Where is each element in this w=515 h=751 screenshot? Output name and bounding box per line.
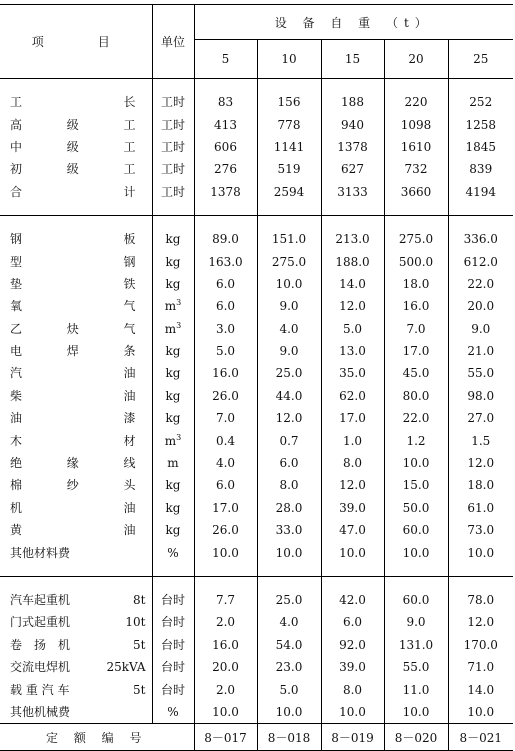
header-weight: 20 xyxy=(384,40,448,79)
row-value: 1378 xyxy=(194,181,257,203)
row-value: 1845 xyxy=(448,136,513,158)
row-value: 73.0 xyxy=(448,519,513,541)
row-value: 78.0 xyxy=(448,589,513,611)
row-value: 5.0 xyxy=(257,678,321,700)
row-unit: kg xyxy=(152,362,194,384)
machine-spec: 8t xyxy=(133,593,146,607)
row-value: 1.5 xyxy=(448,429,513,451)
header-weight: 15 xyxy=(321,40,384,79)
row-value: 55.0 xyxy=(384,656,448,678)
row-value: 220 xyxy=(384,91,448,113)
table-row xyxy=(0,611,513,633)
row-value: 188 xyxy=(321,91,384,113)
table-row xyxy=(0,407,513,429)
machine-label: 门式起重机 xyxy=(10,615,71,630)
row-value: 10.0 xyxy=(257,701,321,724)
row-value: 940 xyxy=(321,113,384,135)
machine-label: 载 重 汽 车 xyxy=(10,682,70,697)
row-unit: 工时 xyxy=(152,136,194,158)
machine-name xyxy=(0,589,152,611)
quota-code: 8－021 xyxy=(448,724,513,751)
row-value: 627 xyxy=(321,158,384,180)
machine-spec: 10t xyxy=(125,615,146,630)
table-row xyxy=(0,181,513,203)
row-value: 1610 xyxy=(384,136,448,158)
row-unit: m xyxy=(152,452,194,474)
row-value: 131.0 xyxy=(384,634,448,656)
row-value: 156 xyxy=(257,91,321,113)
row-value: 11.0 xyxy=(384,678,448,700)
row-value: 275.0 xyxy=(257,250,321,272)
row-value: 16.0 xyxy=(384,295,448,317)
row-unit: 台时 xyxy=(152,656,194,678)
row-value: 22.0 xyxy=(384,407,448,429)
row-name xyxy=(0,228,152,250)
quota-code: 8－020 xyxy=(384,724,448,751)
machine-spec: 5t xyxy=(133,637,146,652)
row-name-char: 级 xyxy=(66,117,79,132)
row-value: 12.0 xyxy=(321,295,384,317)
row-name-char: 合 xyxy=(10,184,23,199)
row-value: 10.0 xyxy=(257,541,321,563)
row-value: 98.0 xyxy=(448,385,513,407)
row-value: 10.0 xyxy=(321,701,384,724)
machine-label: 其他机械费 xyxy=(10,704,71,719)
row-unit: 台时 xyxy=(152,634,194,656)
table-row xyxy=(0,656,513,678)
section-gap xyxy=(0,203,513,216)
row-value: 18.0 xyxy=(384,273,448,295)
row-unit: kg xyxy=(152,407,194,429)
header-weight: 10 xyxy=(257,40,321,79)
row-value: 7.7 xyxy=(194,589,257,611)
row-unit: % xyxy=(152,541,194,563)
row-name-char: 工 xyxy=(10,95,23,110)
row-unit: kg xyxy=(152,385,194,407)
row-value: 7.0 xyxy=(194,407,257,429)
table-row xyxy=(0,340,513,362)
table-row xyxy=(0,541,513,563)
row-value: 12.0 xyxy=(321,474,384,496)
row-value: 2594 xyxy=(257,181,321,203)
row-value: 10.0 xyxy=(321,541,384,563)
row-name-char: 油 xyxy=(123,523,136,538)
row-value: 10.0 xyxy=(194,541,257,563)
table-row xyxy=(0,678,513,700)
row-value: 10.0 xyxy=(384,452,448,474)
machine-name xyxy=(0,611,152,633)
row-value: 42.0 xyxy=(321,589,384,611)
row-value: 5.0 xyxy=(194,340,257,362)
row-value: 0.7 xyxy=(257,429,321,451)
row-name-char: 油 xyxy=(10,411,23,426)
row-value: 606 xyxy=(194,136,257,158)
table-row xyxy=(0,136,513,158)
row-value: 89.0 xyxy=(194,228,257,250)
row-value: 60.0 xyxy=(384,589,448,611)
row-value: 20.0 xyxy=(448,295,513,317)
row-value: 9.0 xyxy=(257,340,321,362)
row-value: 25.0 xyxy=(257,362,321,384)
table-row xyxy=(0,362,513,384)
row-value: 27.0 xyxy=(448,407,513,429)
section-gap xyxy=(0,564,513,577)
row-value: 9.0 xyxy=(257,295,321,317)
row-value: 26.0 xyxy=(194,385,257,407)
row-name-char: 漆 xyxy=(123,411,136,426)
row-value: 22.0 xyxy=(448,273,513,295)
row-name-char: 级 xyxy=(66,162,79,177)
row-unit: kg xyxy=(152,519,194,541)
row-unit: 工时 xyxy=(152,158,194,180)
row-name-char: 中 xyxy=(10,139,23,154)
row-name-char: 长 xyxy=(123,95,136,110)
section-gap xyxy=(0,576,513,589)
machine-spec: 25kVA xyxy=(106,660,146,675)
row-value: 1098 xyxy=(384,113,448,135)
row-value: 1258 xyxy=(448,113,513,135)
row-value: 61.0 xyxy=(448,497,513,519)
header-weight-group: 设 备 自 重 （t） xyxy=(194,5,513,40)
row-value: 35.0 xyxy=(321,362,384,384)
row-unit: $m^3$ xyxy=(152,429,194,451)
row-name-char: 纱 xyxy=(66,478,79,493)
row-value: 39.0 xyxy=(321,497,384,519)
row-value: 10.0 xyxy=(448,701,513,724)
row-value: 1141 xyxy=(257,136,321,158)
row-name-char: 工 xyxy=(123,162,136,177)
table-row xyxy=(0,429,513,451)
row-unit: $m^3$ xyxy=(152,318,194,340)
row-value: 8.0 xyxy=(321,678,384,700)
row-name-char: 气 xyxy=(123,321,136,336)
row-name-char: 油 xyxy=(123,500,136,515)
row-name-char: 线 xyxy=(123,456,136,471)
row-value: 612.0 xyxy=(448,250,513,272)
table-row xyxy=(0,634,513,656)
row-value: 4.0 xyxy=(257,318,321,340)
row-name-char: 高 xyxy=(10,117,23,132)
row-value: 336.0 xyxy=(448,228,513,250)
table-row xyxy=(0,701,513,724)
row-value: 2.0 xyxy=(194,678,257,700)
row-value: 4.0 xyxy=(194,452,257,474)
row-name xyxy=(0,340,152,362)
machine-name xyxy=(0,678,152,700)
row-value: 10.0 xyxy=(257,273,321,295)
row-value: 3133 xyxy=(321,181,384,203)
table-row xyxy=(0,497,513,519)
table-row xyxy=(0,519,513,541)
row-name-char: 乙 xyxy=(10,321,23,336)
row-unit: kg xyxy=(152,340,194,362)
table-row xyxy=(0,318,513,340)
row-value: 2.0 xyxy=(194,611,257,633)
row-value: 213.0 xyxy=(321,228,384,250)
row-name xyxy=(0,362,152,384)
row-name-char: 黄 xyxy=(10,523,23,538)
row-value: 28.0 xyxy=(257,497,321,519)
header-unit: 单位 xyxy=(152,5,194,79)
row-value: 33.0 xyxy=(257,519,321,541)
row-value: 44.0 xyxy=(257,385,321,407)
row-value: 732 xyxy=(384,158,448,180)
row-name-char: 头 xyxy=(123,478,136,493)
quota-table xyxy=(0,4,513,751)
table-row xyxy=(0,228,513,250)
row-value: 519 xyxy=(257,158,321,180)
row-name-char: 型 xyxy=(10,254,23,269)
row-name xyxy=(0,385,152,407)
table-row xyxy=(0,385,513,407)
table-row xyxy=(0,113,513,135)
row-name xyxy=(0,452,152,474)
row-value: 80.0 xyxy=(384,385,448,407)
row-unit: 台时 xyxy=(152,611,194,633)
row-value: 1.0 xyxy=(321,429,384,451)
row-name-char: 绝 xyxy=(10,456,23,471)
row-value: 8.0 xyxy=(321,452,384,474)
row-value: 170.0 xyxy=(448,634,513,656)
row-value: 6.0 xyxy=(321,611,384,633)
row-name xyxy=(0,158,152,180)
row-value: 163.0 xyxy=(194,250,257,272)
row-value: 500.0 xyxy=(384,250,448,272)
machine-label: 汽车起重机 xyxy=(10,593,71,607)
row-value: 9.0 xyxy=(384,611,448,633)
table-row xyxy=(0,295,513,317)
row-value: 12.0 xyxy=(448,452,513,474)
row-name: 其他材料费 xyxy=(10,545,71,560)
row-name-char: 工 xyxy=(123,117,136,132)
row-value: 6.0 xyxy=(194,474,257,496)
row-name-char: 汽 xyxy=(10,366,23,381)
row-value: 71.0 xyxy=(448,656,513,678)
machine-name xyxy=(0,656,152,678)
row-value: 12.0 xyxy=(257,407,321,429)
row-value: 151.0 xyxy=(257,228,321,250)
row-name-char: 焊 xyxy=(66,344,79,359)
row-value: 3.0 xyxy=(194,318,257,340)
row-value: 83 xyxy=(194,91,257,113)
row-value: 47.0 xyxy=(321,519,384,541)
row-value: 25.0 xyxy=(257,589,321,611)
row-name-char: 木 xyxy=(10,433,23,448)
row-value: 6.0 xyxy=(194,295,257,317)
row-value: 839 xyxy=(448,158,513,180)
row-name xyxy=(0,429,152,451)
row-value: 275.0 xyxy=(384,228,448,250)
machine-name xyxy=(0,701,152,724)
row-value: 188.0 xyxy=(321,250,384,272)
row-value: 14.0 xyxy=(321,273,384,295)
row-value: 10.0 xyxy=(448,541,513,563)
row-unit: kg xyxy=(152,250,194,272)
row-name-char: 钢 xyxy=(123,254,136,269)
row-unit: kg xyxy=(152,497,194,519)
row-unit: 台时 xyxy=(152,589,194,611)
row-name-char: 铁 xyxy=(123,276,136,291)
row-name-char: 油 xyxy=(123,388,136,403)
row-value: 18.0 xyxy=(448,474,513,496)
row-unit: 工时 xyxy=(152,91,194,113)
row-value: 17.0 xyxy=(321,407,384,429)
row-value: 23.0 xyxy=(257,656,321,678)
row-value: 778 xyxy=(257,113,321,135)
table-row xyxy=(0,273,513,295)
row-value: 13.0 xyxy=(321,340,384,362)
row-value: 16.0 xyxy=(194,362,257,384)
quota-code: 8－019 xyxy=(321,724,384,751)
row-name-char: 氧 xyxy=(10,299,23,314)
row-value: 15.0 xyxy=(384,474,448,496)
quota-code: 8－017 xyxy=(194,724,257,751)
row-unit: 台时 xyxy=(152,678,194,700)
row-value: 39.0 xyxy=(321,656,384,678)
row-unit: kg xyxy=(152,273,194,295)
row-name-char: 炔 xyxy=(66,321,79,336)
quota-number-label-text: 定 额 编 号 xyxy=(46,730,148,745)
row-value: 6.0 xyxy=(257,452,321,474)
row-unit: kg xyxy=(152,228,194,250)
row-value: 92.0 xyxy=(321,634,384,656)
row-value: 17.0 xyxy=(384,340,448,362)
row-name-char: 条 xyxy=(123,344,136,359)
row-name xyxy=(0,273,152,295)
row-name-char: 钢 xyxy=(10,232,23,247)
row-value: 12.0 xyxy=(448,611,513,633)
row-name xyxy=(0,113,152,135)
row-name-char: 棉 xyxy=(10,478,23,493)
table-row xyxy=(0,158,513,180)
section-gap xyxy=(0,215,513,228)
row-value: 50.0 xyxy=(384,497,448,519)
row-value: 4.0 xyxy=(257,611,321,633)
row-value: 14.0 xyxy=(448,678,513,700)
row-name-char: 材 xyxy=(123,433,136,448)
row-value: 10.0 xyxy=(194,701,257,724)
row-value: 10.0 xyxy=(384,701,448,724)
row-name-char: 柴 xyxy=(10,388,23,403)
row-value: 413 xyxy=(194,113,257,135)
header-weight: 5 xyxy=(194,40,257,79)
footer-row xyxy=(0,724,513,751)
row-value: 8.0 xyxy=(257,474,321,496)
machine-spec: 5t xyxy=(133,682,146,697)
row-unit: 工时 xyxy=(152,181,194,203)
table-row xyxy=(0,589,513,611)
row-name-char: 初 xyxy=(10,162,23,177)
row-name-char: 电 xyxy=(10,344,23,359)
row-value: 0.4 xyxy=(194,429,257,451)
row-value: 1.2 xyxy=(384,429,448,451)
row-value: 45.0 xyxy=(384,362,448,384)
row-name xyxy=(0,318,152,340)
row-value: 16.0 xyxy=(194,634,257,656)
section-gap xyxy=(0,79,513,92)
machine-label: 交流电焊机 xyxy=(10,660,71,675)
row-unit: 工时 xyxy=(152,113,194,135)
quota-code: 8－018 xyxy=(257,724,321,751)
row-value: 55.0 xyxy=(448,362,513,384)
row-unit: kg xyxy=(152,474,194,496)
row-value: 252 xyxy=(448,91,513,113)
row-value: 17.0 xyxy=(194,497,257,519)
row-value: 62.0 xyxy=(321,385,384,407)
row-unit: % xyxy=(152,701,194,724)
row-value: 5.0 xyxy=(321,318,384,340)
row-name xyxy=(0,91,152,113)
row-name xyxy=(0,250,152,272)
row-name-char: 垫 xyxy=(10,276,23,291)
machine-name xyxy=(0,634,152,656)
row-name xyxy=(0,295,152,317)
row-value: 6.0 xyxy=(194,273,257,295)
table-row xyxy=(0,250,513,272)
row-name xyxy=(0,497,152,519)
row-name xyxy=(0,181,152,203)
row-unit: $m^3$ xyxy=(152,295,194,317)
row-value: 10.0 xyxy=(384,541,448,563)
row-name-char: 计 xyxy=(123,184,136,199)
row-value: 60.0 xyxy=(384,519,448,541)
row-name-char: 板 xyxy=(123,232,136,247)
header-item: 项 目 xyxy=(0,5,152,79)
row-value: 21.0 xyxy=(448,340,513,362)
row-name xyxy=(0,519,152,541)
header-weight: 25 xyxy=(448,40,513,79)
row-name-char: 缘 xyxy=(66,456,79,471)
machine-label: 卷 扬 机 xyxy=(10,637,71,652)
table-row xyxy=(0,474,513,496)
row-value: 3660 xyxy=(384,181,448,203)
row-name xyxy=(0,407,152,429)
row-name xyxy=(0,136,152,158)
row-name xyxy=(0,474,152,496)
row-value: 7.0 xyxy=(384,318,448,340)
row-name-char: 气 xyxy=(123,299,136,314)
row-value: 1378 xyxy=(321,136,384,158)
row-value: 9.0 xyxy=(448,318,513,340)
row-value: 4194 xyxy=(448,181,513,203)
row-value: 276 xyxy=(194,158,257,180)
row-name-char: 油 xyxy=(123,366,136,381)
table-row xyxy=(0,91,513,113)
table-row xyxy=(0,452,513,474)
row-value: 20.0 xyxy=(194,656,257,678)
row-name-char: 机 xyxy=(10,500,23,515)
row-name-char: 工 xyxy=(123,139,136,154)
row-value: 54.0 xyxy=(257,634,321,656)
row-name-char: 级 xyxy=(66,139,79,154)
row-value: 26.0 xyxy=(194,519,257,541)
quota-number-label xyxy=(0,724,194,751)
